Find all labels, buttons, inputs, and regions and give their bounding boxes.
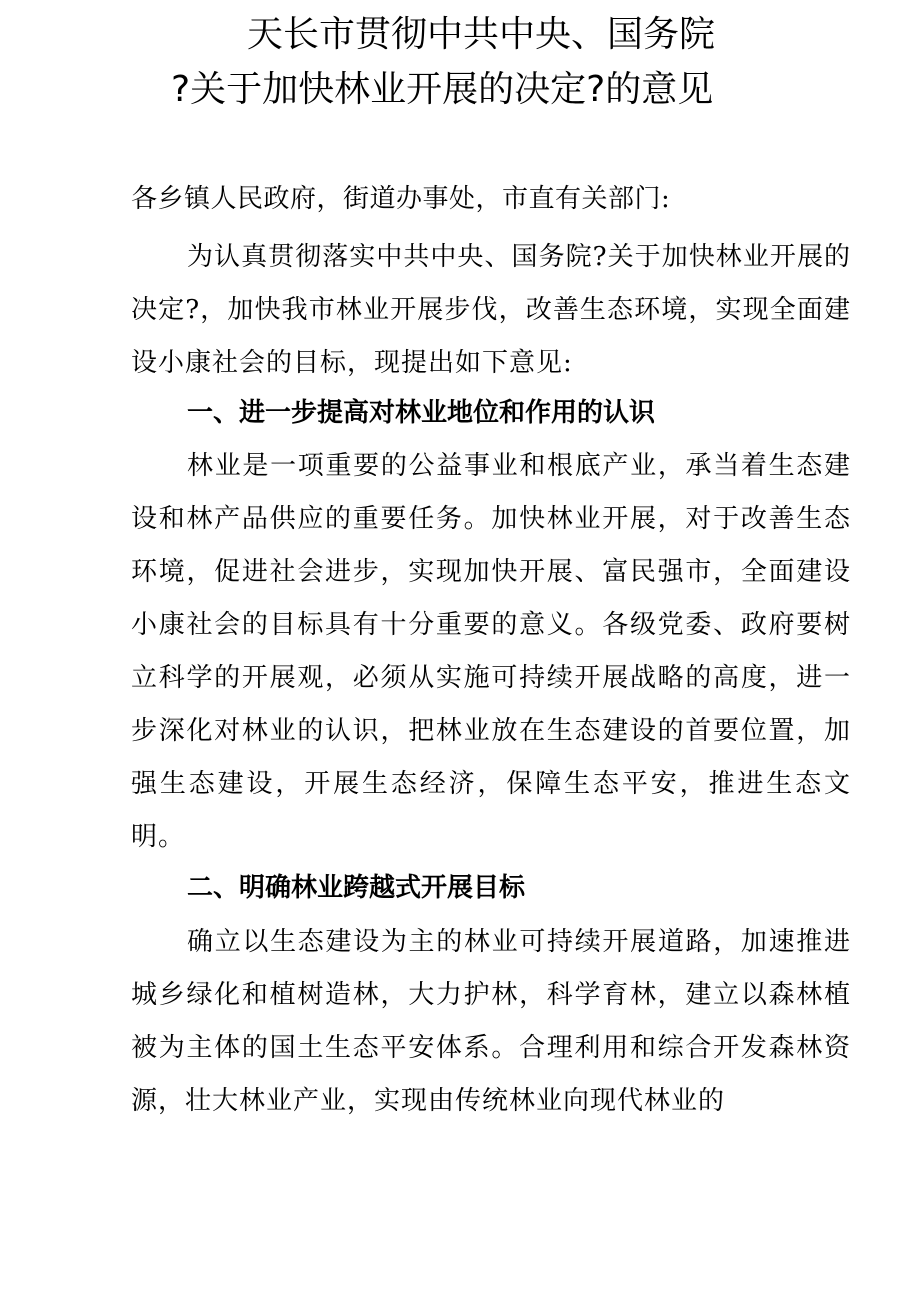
document-title-line-1: 天长市贯彻中共中央、国务院 (247, 14, 716, 55)
section-heading-2: 二、明确林业跨越式开展目标 (187, 873, 526, 903)
section-heading-1: 一、进一步提高对林业地位和作用的认识 (187, 398, 656, 428)
salutation: 各乡镇人民政府，街道办事处，市直有关部门: (131, 184, 671, 214)
document-title-line-2: ?关于加快林业开展的决定?的意见 (171, 69, 714, 110)
section-paragraph-1: 林业是一项重要的公益事业和根底产业，承当着生态建设和林产品供应的重要任务。加快林业开展，对于改善生态环境，促进社会进步，实现加快开展、富民强市，全面建设小康社会的目标具有十分重要的意义。各级党委、政府要树立科学的开展观，必须从实施可持续开展战略的高度，进一步深化对林业的认识，把林业放在生态建设的首要位置，加强生态建设，开展生态经济，保障生态平安，推进生态文明。 (131, 451, 851, 852)
intro-paragraph: 为认真贯彻落实中共中央、国务院?关于加快林业开展的决定?，加快我市林业开展步伐，改善生态环境，实现全面建设小康社会的目标，现提出如下意见: (131, 242, 851, 378)
section-paragraph-2: 确立以生态建设为主的林业可持续开展道路，加速推进城乡绿化和植树造林，大力护林，科学育林，建立以森林植被为主体的国土生态平安体系。合理利用和综合开发森林资源，壮大林业产业，实现由传统林业向现代林业的 (131, 927, 851, 1116)
